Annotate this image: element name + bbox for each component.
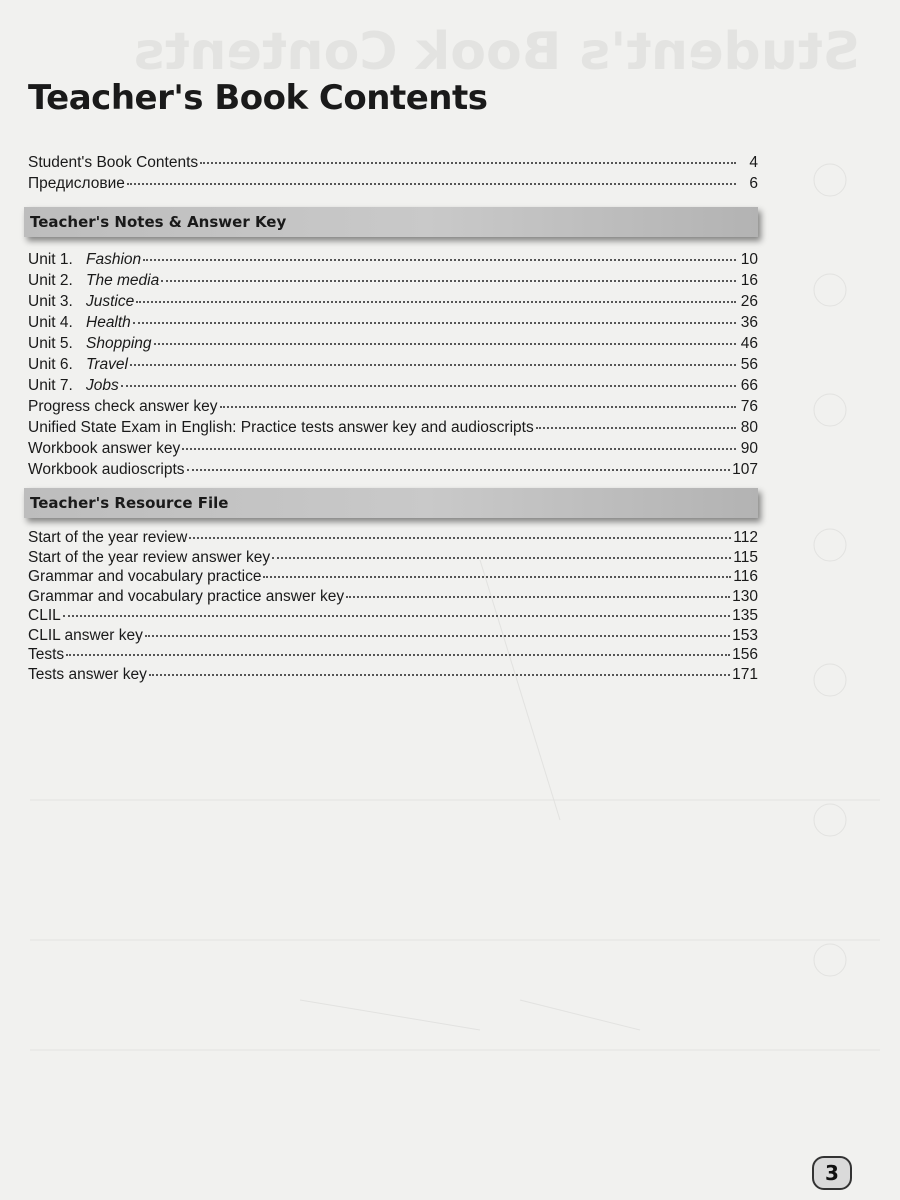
toc-page-number: 130: [732, 587, 758, 605]
unit-number: Unit 3.: [28, 293, 73, 310]
toc-page-number: 6: [749, 175, 758, 192]
toc-entry-label: Start of the year review: [28, 529, 188, 546]
toc-page-number: 116: [733, 568, 758, 585]
unit-title: The media: [86, 272, 160, 289]
toc-entry-label: Предисловие: [28, 175, 125, 192]
unit-title: Fashion: [86, 251, 142, 268]
toc-page-number: 107: [732, 461, 758, 478]
unit-number: Unit 2.: [28, 272, 73, 289]
toc-entry-unified-state-exam[interactable]: [28, 419, 758, 440]
toc-entry-label: Student's Book Contents: [28, 154, 199, 171]
dot-leader: [263, 576, 731, 578]
bleed-through-heading: Student's Book Contents: [133, 22, 860, 82]
page-number-badge: 3: [812, 1156, 852, 1190]
dot-leader: [154, 343, 736, 345]
toc-page-number: 135: [732, 607, 758, 624]
toc-page-number: 76: [740, 398, 758, 415]
toc-entry-unit-3[interactable]: [28, 293, 758, 314]
dot-leader: [189, 537, 731, 539]
toc-page-number: 90: [740, 440, 758, 457]
dot-leader: [66, 654, 730, 656]
toc-entry-clil[interactable]: [28, 607, 758, 627]
toc-page-number: 4: [749, 154, 758, 171]
unit-title: Health: [86, 314, 131, 331]
toc-entry-workbook-answer-key[interactable]: [28, 440, 758, 461]
toc-entry-start-of-year-review[interactable]: [28, 529, 758, 549]
unit-title: Travel: [86, 356, 128, 373]
toc-entry-tests-answer-key[interactable]: [28, 666, 758, 686]
toc-page-number: 112: [733, 529, 758, 546]
dot-leader: [182, 448, 736, 450]
toc-entry-label: Unified State Exam in English: Practice tests answer key and audioscripts: [28, 419, 534, 436]
dot-leader: [536, 427, 736, 429]
toc-page-number: 115: [733, 548, 758, 566]
unit-number: Unit 5.: [28, 335, 73, 352]
unit-title: Jobs: [86, 377, 119, 394]
toc-entry-label: Grammar and vocabulary practice answer key: [28, 587, 345, 605]
toc-entry-label: Tests: [28, 646, 65, 663]
toc-section-resource: [28, 529, 758, 685]
toc-page-number: 171: [732, 665, 758, 683]
toc-entry-students-book-contents[interactable]: [28, 154, 758, 175]
toc-entry-label: Workbook audioscripts: [28, 461, 185, 478]
page-title: Teacher's Book Contents: [28, 78, 488, 118]
toc-page-number: 56: [740, 356, 758, 373]
dot-leader: [149, 674, 730, 676]
dot-leader: [200, 162, 736, 164]
toc-intro: [28, 154, 758, 196]
toc-entry-grammar-vocab-practice-key[interactable]: [28, 588, 758, 608]
toc-entry-progress-check[interactable]: [28, 398, 758, 419]
toc-page-number: 153: [732, 626, 758, 644]
dot-leader: [161, 280, 736, 282]
dot-leader: [127, 183, 736, 185]
toc-entry-workbook-audioscripts[interactable]: [28, 461, 758, 482]
toc-entry-preface[interactable]: [28, 175, 758, 196]
toc-page-number: 10: [740, 251, 758, 268]
toc-entry-unit-6[interactable]: [28, 356, 758, 377]
toc-entry-unit-2[interactable]: [28, 272, 758, 293]
dot-leader: [121, 385, 736, 387]
toc-entry-label: CLIL answer key: [28, 626, 143, 644]
unit-number: Unit 6.: [28, 356, 73, 373]
toc-entry-start-of-year-review-key[interactable]: [28, 549, 758, 569]
section-heading: Teacher's Notes & Answer Key: [30, 213, 287, 231]
section-heading-bar-resource: [24, 488, 758, 518]
toc-page-number: 26: [740, 293, 758, 310]
toc-page-number: 66: [740, 377, 758, 394]
section-heading-bar-notes: [24, 207, 758, 237]
toc-section-notes: [28, 251, 758, 482]
toc-entry-label: Progress check answer key: [28, 398, 218, 415]
unit-title: Shopping: [86, 335, 152, 352]
dot-leader: [133, 322, 736, 324]
unit-number: Unit 1.: [28, 251, 73, 268]
dot-leader: [145, 635, 730, 637]
dot-leader: [63, 615, 730, 617]
toc-entry-clil-answer-key[interactable]: [28, 627, 758, 647]
toc-page-number: 156: [732, 646, 758, 663]
dot-leader: [220, 406, 736, 408]
section-heading: Teacher's Resource File: [30, 494, 229, 512]
toc-entry-unit-7[interactable]: [28, 377, 758, 398]
toc-entry-label: Grammar and vocabulary practice: [28, 568, 262, 585]
dot-leader: [272, 557, 731, 559]
toc-entry-label: Workbook answer key: [28, 440, 181, 457]
toc-entry-tests[interactable]: [28, 646, 758, 666]
toc-page-number: 36: [740, 314, 758, 331]
toc-page-number: 46: [740, 335, 758, 352]
toc-page-number: 80: [740, 419, 758, 436]
dot-leader: [187, 469, 731, 471]
dot-leader: [143, 259, 736, 261]
unit-title: Justice: [86, 293, 135, 310]
toc-entry-label: Start of the year review answer key: [28, 548, 271, 566]
dot-leader: [136, 301, 736, 303]
toc-entry-label: CLIL: [28, 607, 61, 624]
toc-entry-label: Tests answer key: [28, 665, 147, 683]
unit-number: Unit 7.: [28, 377, 73, 394]
dot-leader: [346, 596, 730, 598]
toc-entry-unit-1[interactable]: [28, 251, 758, 272]
toc-page-number: 16: [740, 272, 758, 289]
toc-entry-unit-5[interactable]: [28, 335, 758, 356]
unit-number: Unit 4.: [28, 314, 73, 331]
toc-entry-unit-4[interactable]: [28, 314, 758, 335]
dot-leader: [130, 364, 736, 366]
toc-entry-grammar-vocab-practice[interactable]: [28, 568, 758, 588]
